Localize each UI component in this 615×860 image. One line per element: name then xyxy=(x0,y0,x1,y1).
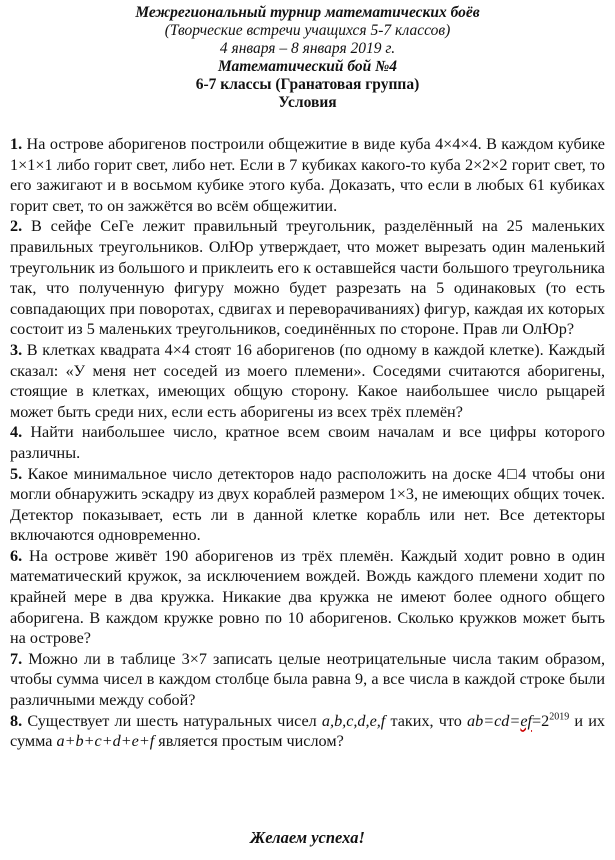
conditions-heading: Условия xyxy=(278,94,337,111)
problem-number: 3. xyxy=(10,340,23,359)
problem-text: Существует ли шесть натуральных чисел xyxy=(27,711,322,730)
equation-part: ab=cd= xyxy=(467,711,521,730)
problem-3 xyxy=(10,340,605,422)
problem-text: Можно ли в таблице 3×7 записать целые неотрицательные числа таким образом, чтобы сумма чисел в каждом столбце была равна 9, а все числа в каждой строке были различными между собой? xyxy=(10,649,606,710)
problem-text: Найти наибольшее число, кратное всем своим началам и все цифры которого различны. xyxy=(10,423,605,462)
problem-text: На острове живёт 190 аборигенов из трёх племён. Каждый ходит ровно в один математический кружок, за исключением вождей. Вождь каждого племени ходит по крайней мере в два кружка. Никакие два кружка не имеют более одного общего аборигена. В каждом кружке ровно по 10 аборигенов. Сколько кружков может быть на острове? xyxy=(10,546,606,648)
problem-number: 8. xyxy=(10,711,23,730)
problem-4 xyxy=(10,422,605,463)
equation-part: =2 xyxy=(532,711,550,730)
sum-expression: a+b+c+d+e+f xyxy=(56,732,155,751)
exponent: 2019 xyxy=(549,711,570,723)
problem-text: На острове аборигенов построили общежитие в виде куба 4×4×4. В каждом кубике 1×1×1 либо горит свет, либо нет. Если в 7 кубиках какого-то куба 2×2×2 горит свет, то его зажигают и в восьмом кубике этого куба. Доказать, что если в любых 61 кубиках горит свет, то он зажжётся во всём общежитии. xyxy=(10,135,605,215)
problem-5 xyxy=(10,464,605,546)
tournament-title: Межрегиональный турнир математических боёв xyxy=(135,4,480,21)
problem-text: В клетках квадрата 4×4 стоят 16 аборигенов (по одному в каждой клетке). Каждый сказал: «У меня нет соседей из моего племени». Соседями считаются аборигены, стоящие в клетках, имеющих общую сторону. Какое наибольшее число рыцарей может быть среди них, если есть аборигены из всех трёх племён? xyxy=(10,340,606,421)
tournament-subtitle: (Творческие встречи учащихся 5-7 классов) xyxy=(164,22,451,39)
problem-number: 7. xyxy=(10,649,23,668)
problem-8 xyxy=(10,711,605,752)
grade-group: 6-7 классы (Гранатовая группа) xyxy=(195,76,420,93)
problem-number: 5. xyxy=(10,464,23,483)
variable-list: a,b,c,d,e,f xyxy=(321,711,386,730)
problem-2 xyxy=(10,216,605,340)
problem-number: 6. xyxy=(10,546,23,565)
problem-6 xyxy=(10,546,605,649)
document-header xyxy=(10,4,605,112)
battle-number: Математический бой №4 xyxy=(217,58,398,75)
closing-wish: Желаем успеха! xyxy=(250,828,365,847)
problem-text: В сейфе СеГе лежит правильный треугольник, разделённый на 25 маленьких правильных треугольников. ОлЮр утверждает, что может вырезать один маленький треугольник из большого и приклеить его к оставшейся части большого треугольника так, что полученную фигуру можно будет разрезать на 5 одинаковых (то есть совпадающих при поворотах, сдвигах и переворачиваниях) фигур, каждая их которых состоит из 5 маленьких треугольников, соединённых по стороне. Прав ли ОлЮр? xyxy=(10,217,605,339)
problem-7 xyxy=(10,649,605,711)
problem-number: 4. xyxy=(10,423,23,442)
problem-text: Какое минимальное число детекторов надо расположить на доске 4□4 чтобы они могли обнаружить эскадру из двух кораблей размером 1×3, не имеющих общих точек. Детектор показывает, есть ли в данной клетке корабль или нет. Все детекторы включаются одновременно. xyxy=(10,464,605,545)
problem-number: 1. xyxy=(10,135,23,153)
problem-text: является простым числом? xyxy=(154,732,344,751)
equation-ef: ef xyxy=(520,711,533,730)
problem-1 xyxy=(10,134,605,216)
problem-number: 2. xyxy=(10,217,23,236)
problem-list xyxy=(10,134,605,752)
tournament-dates: 4 января – 8 января 2019 г. xyxy=(219,40,396,57)
problem-text: таких, что xyxy=(385,711,468,730)
problem-text: и их сумма xyxy=(10,711,606,751)
